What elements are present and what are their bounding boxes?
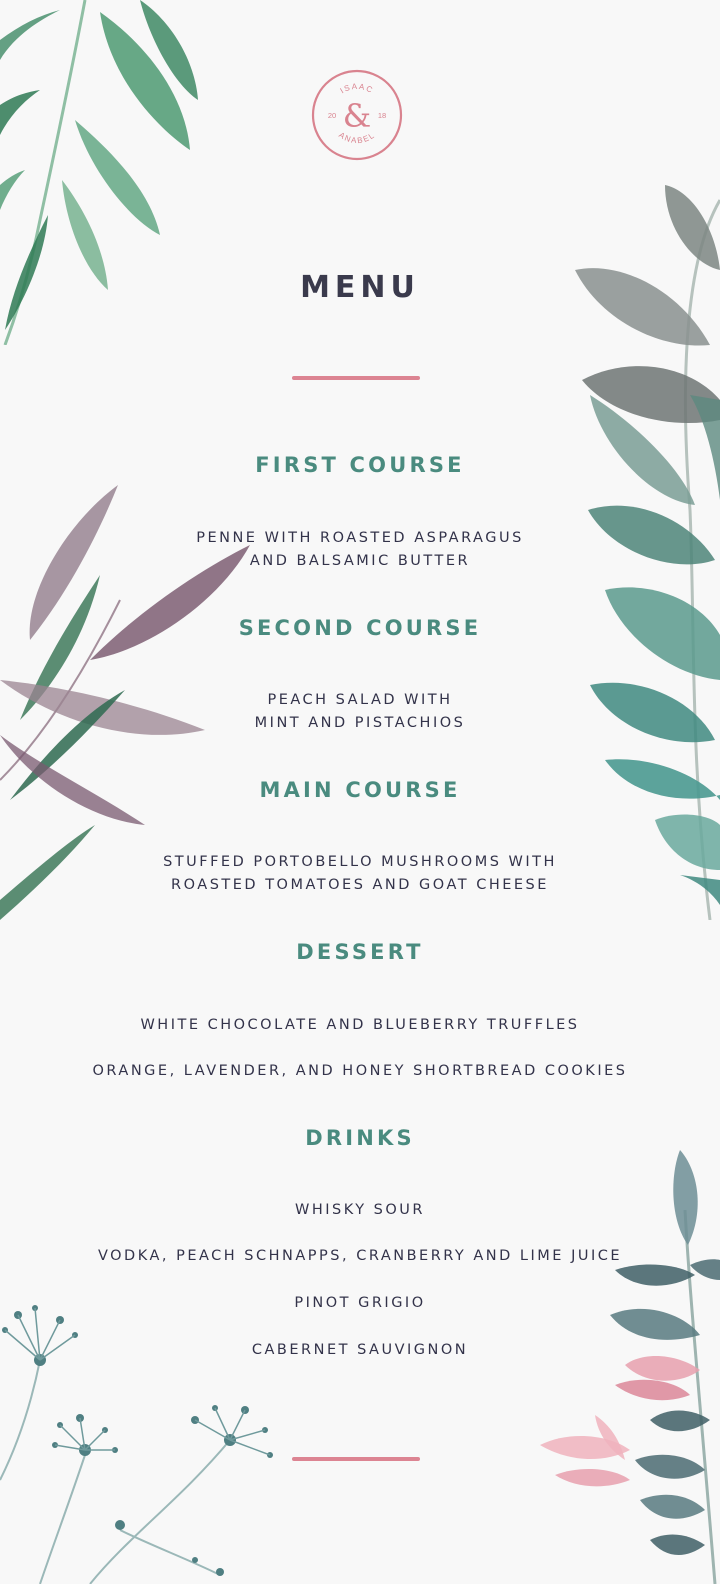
monogram-year-right: 18 <box>377 111 387 120</box>
course-heading: FIRST COURSE <box>255 453 465 477</box>
course-heading: MAIN COURSE <box>259 778 461 802</box>
menu-item-line: PENNE WITH ROASTED ASPARAGUS <box>196 530 524 546</box>
menu-item: VODKA, PEACH SCHNAPPS, CRANBERRY AND LIME JUICE <box>97 1248 623 1264</box>
menu-item: ORANGE, LAVENDER, AND HONEY SHORTBREAD COOKIES <box>92 1063 628 1079</box>
menu-item-line: MINT AND PISTACHIOS <box>254 715 466 731</box>
monogram-seal <box>311 69 403 161</box>
menu-item-line: AND BALSAMIC BUTTER <box>249 553 471 569</box>
course-heading: SECOND COURSE <box>238 616 482 640</box>
menu-item: WHISKY SOUR <box>295 1202 425 1218</box>
menu-title: MENU <box>300 270 420 305</box>
menu-item: CABERNET SAUVIGNON <box>251 1342 469 1358</box>
menu-item-line: ROASTED TOMATOES AND GOAT CHEESE <box>171 877 549 893</box>
course-heading: DESSERT <box>296 940 424 964</box>
course-heading: DRINKS <box>305 1126 415 1150</box>
monogram-ampersand: & <box>342 97 372 135</box>
divider-bottom <box>292 1457 420 1461</box>
svg-text:ISAAC <box>339 82 376 95</box>
divider-top <box>292 376 420 380</box>
monogram-name-top: ISAAC <box>338 81 376 96</box>
menu-item: WHITE CHOCOLATE AND BLUEBERRY TRUFFLES <box>140 1017 580 1033</box>
menu-item-line: PEACH SALAD WITH <box>267 692 453 708</box>
menu-item: PINOT GRIGIO <box>294 1295 426 1311</box>
monogram-name-bottom: ANABEL <box>337 130 377 146</box>
monogram-year-left: 20 <box>327 111 337 120</box>
menu-item-line: STUFFED PORTOBELLO MUSHROOMS WITH <box>163 854 557 870</box>
